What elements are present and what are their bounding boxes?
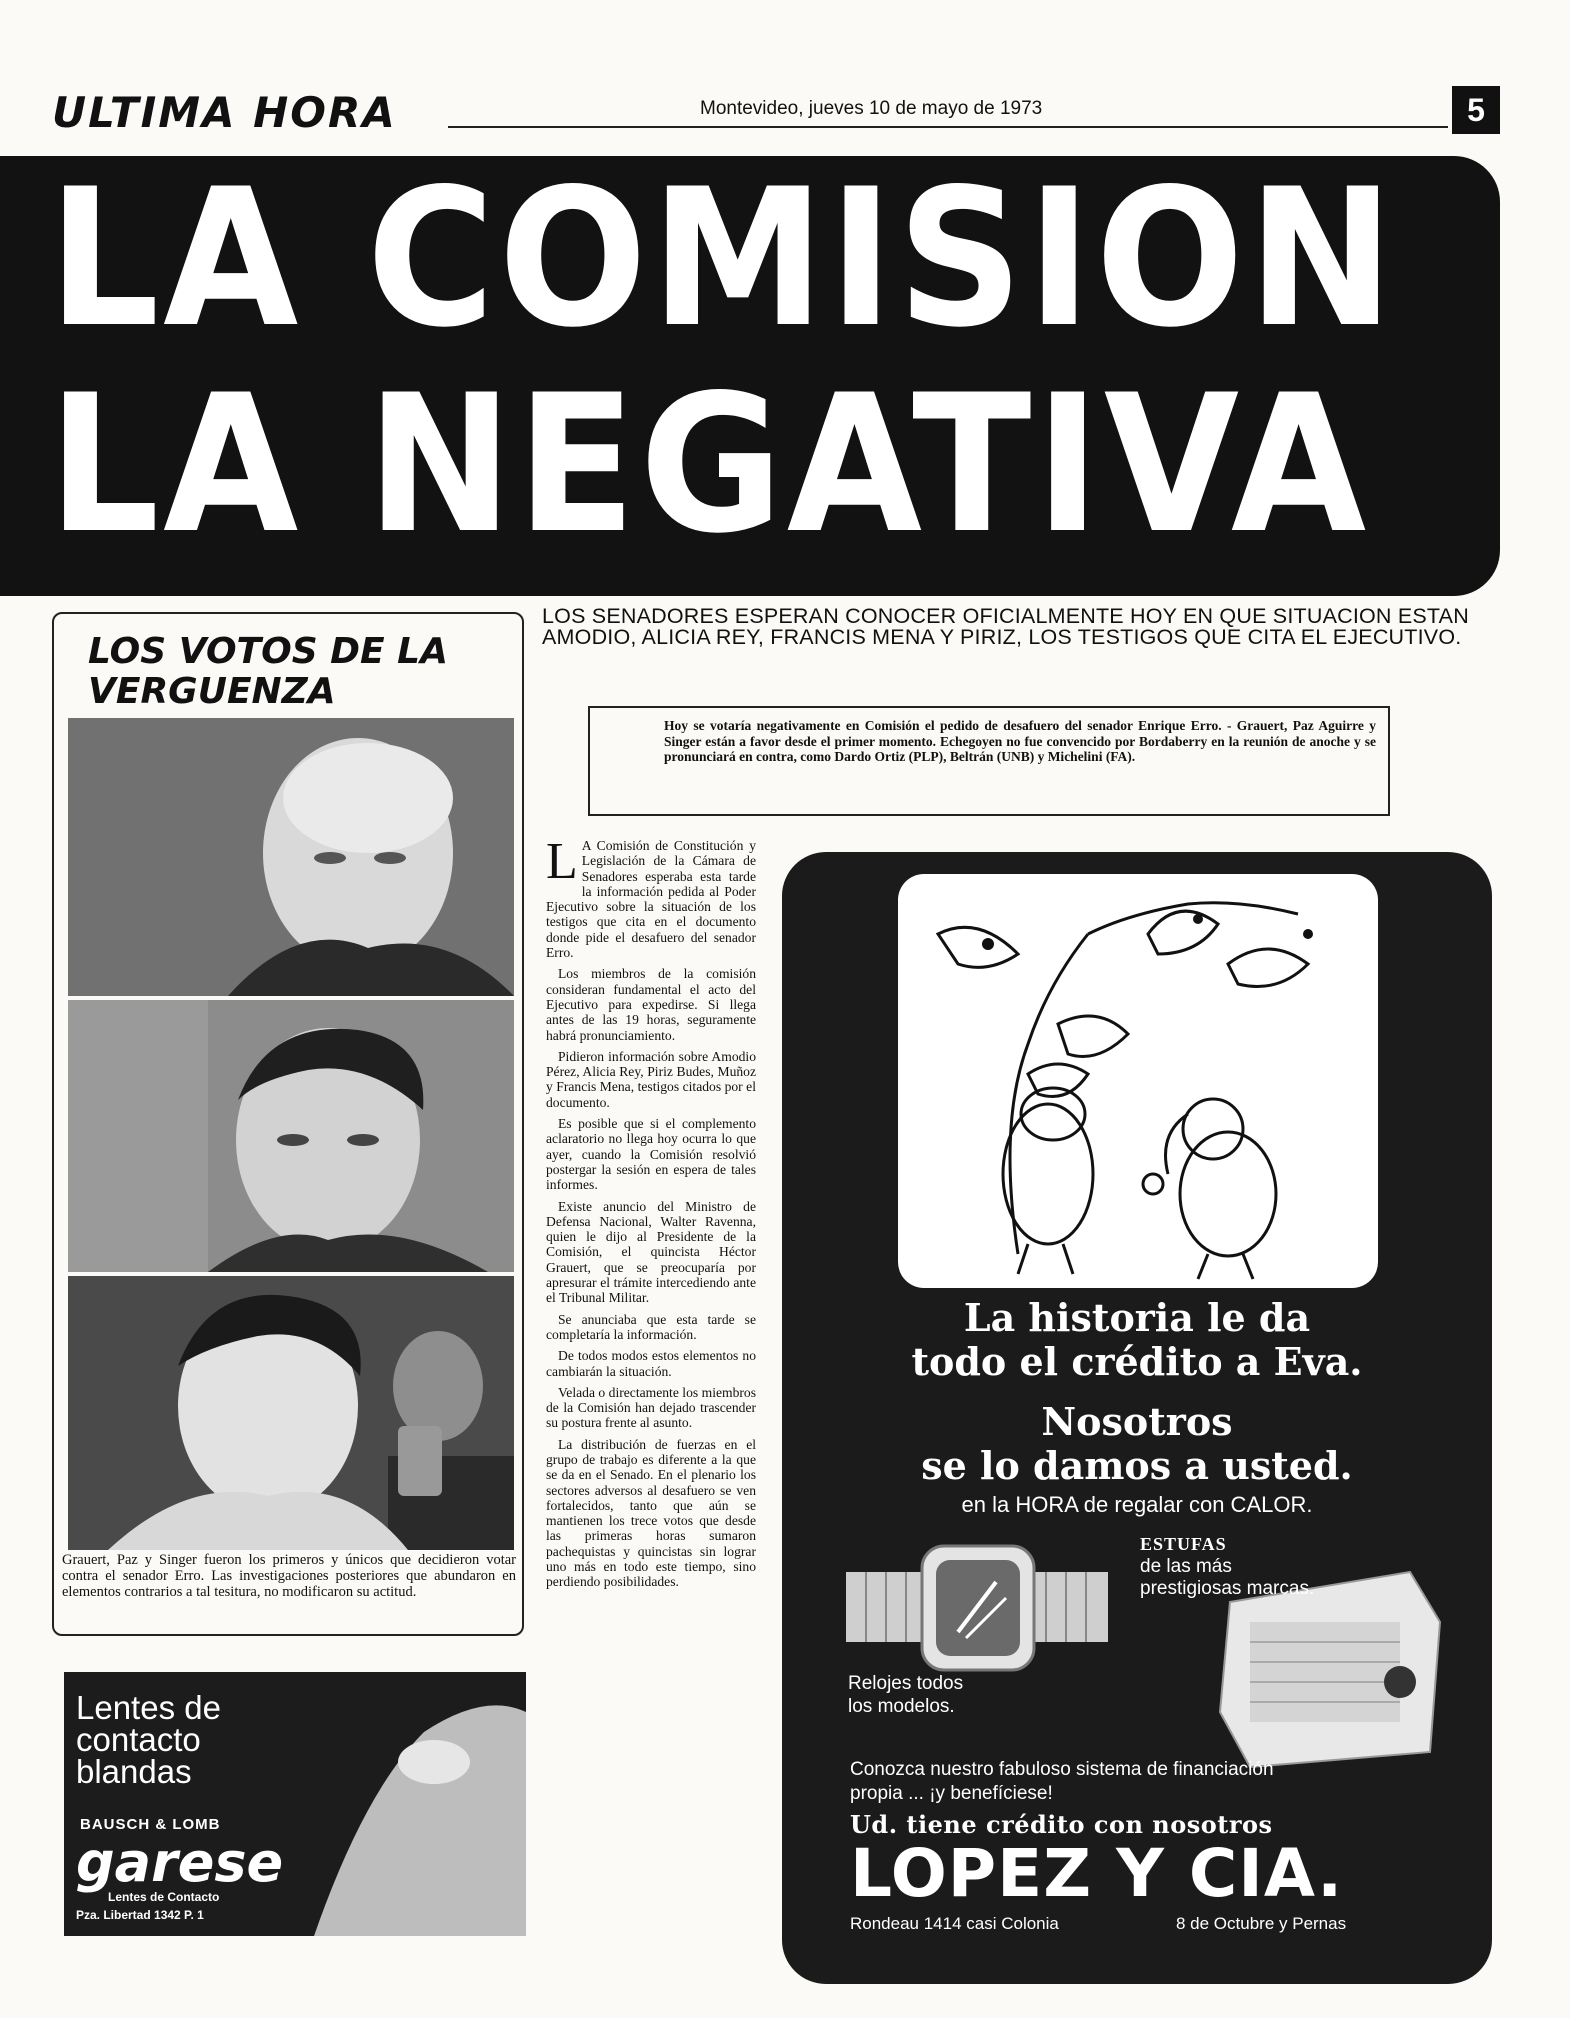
ad-line-2: todo el crédito a Eva. <box>911 1339 1363 1384</box>
store-address-1: Rondeau 1414 casi Colonia <box>850 1914 1059 1933</box>
masthead-logo-text: ULTIMA HORA <box>52 88 397 137</box>
estufas-label: ESTUFAS <box>1140 1534 1227 1554</box>
credit-slogan: Ud. tiene crédito con nosotros <box>850 1810 1273 1839</box>
adam-eve-cartoon <box>898 874 1378 1288</box>
article-paragraph: Es posible que si el complemento aclaratorio no llega hoy ocurra lo que ayer, cuando la Comisión resolvió postergar la sesión en espera de tales informes. <box>546 1116 756 1193</box>
sidebar-title: LOS VOTOS DE LA VERGUENZA <box>88 631 448 712</box>
article-paragraph: Pidieron información sobre Amodio Pérez, Alicia Rey, Piriz Budes, Muñoz y Francis Mena, testigos citados por el documento. <box>546 1048 756 1110</box>
article-dropcap: L <box>546 833 578 890</box>
estufas-description: de las más prestigiosas marcas. <box>1140 1556 1315 1599</box>
ad-line-4: se lo damos a usted. <box>921 1443 1353 1488</box>
article-paragraph: Existe anuncio del Ministro de Defensa Nacional, Walter Ravenna, quien le dijo al Presidente de la Comisión, el quincista Héctor Grauert, que se preocuparía por apresurar el trámite intercediendo ante el Tribunal Militar. <box>546 1198 756 1306</box>
masthead-rule <box>448 126 1448 128</box>
article-paragraph: Velada o directamente los miembros de la Comisión han dejado trascender su postura frente al asunto. <box>546 1384 756 1431</box>
article-paragraph: La distribución de fuerzas en el grupo de trabajo es diferente a la que se da en el Senado. En el plenario los sectores adversos al desafuero se ven fortalecidos, tanto que aún se mantienen los trece votos que desde las primeras horas sumaron pachequistas y quincistas sin lograr uno más en todo este tiempo, sino perdiendo posibilidades. <box>546 1436 756 1590</box>
lentes-subtitle: Lentes de Contacto <box>108 1890 220 1904</box>
relojes-text: Relojes todos los modelos. <box>848 1673 964 1717</box>
lede: LOS SENADORES ESPERAN CONOCER OFICIALMENTE HOY EN QUE SITUACION ESTAN AMODIO, ALICIA REY, FRANCIS MENA Y PIRIZ, LOS TESTIGOS QUE CITA EL EJECUTIVO. <box>542 604 1469 649</box>
lopez-brand: LOPEZ Y CIA. <box>850 1835 1344 1912</box>
dateline: Montevideo, jueves 10 de mayo de 1973 <box>700 98 1043 119</box>
store-address-2: 8 de Octubre y Pernas <box>1176 1914 1347 1933</box>
ad-line-1: La historia le da <box>963 1295 1311 1340</box>
lentes-title: Lentes de contacto blandas <box>76 1689 221 1790</box>
photo-senator-2 <box>68 1000 514 1272</box>
article-paragraph: Se anunciaba que esta tarde se completaría la información. <box>546 1311 756 1342</box>
summary-text: Hoy se votaría negativamente en Comisión el pedido de desafuero del senador Enrique Erro. - Grauert, Paz Aguirre y Singer están a favor desde el primer momento. Echegoyen no fue convencido por Bordaberry en la reunión de anoche y se pronunciará en contra, como Dardo Ortiz (PLP), Beltrán (UNB) y Michelini (FA). <box>664 718 1376 764</box>
article-paragraph: Los miembros de la comisión consideran fundamental el acto del Ejecutivo para expedirse. Si llega antes de las 19 horas, seguramente habrá pronunciamiento. <box>546 966 756 1043</box>
lentes-brand: BAUSCH & LOMB <box>80 1816 221 1833</box>
headline-line-1: LA COMISION <box>48 148 1398 369</box>
masthead-logo <box>52 88 444 138</box>
ad-tagline: en la HORA de regalar con CALOR. <box>961 1492 1313 1517</box>
article-paragraph: L A Comisión de Constitución y Legislación de la Cámara de Senadores esperaba esta tarde la información pedida al Poder Ejecutivo sobre la situación de los testigos que cita en el documento donde pide el desafuero del senador Erro. <box>546 833 756 961</box>
watch-image <box>846 1542 1108 1674</box>
headline-line-2: LA NEGATIVA <box>48 354 1370 575</box>
headline-banner <box>0 148 1500 596</box>
financing-text: Conozca nuestro fabuloso sistema de financiación propia ... ¡y benefíciese! <box>850 1759 1274 1804</box>
garese-logo: garese <box>76 1831 284 1894</box>
page-number: 5 <box>1452 86 1500 134</box>
photo-senator-3 <box>68 1276 514 1550</box>
article-paragraph: De todos modos estos elementos no cambiarán la situación. <box>546 1348 756 1379</box>
photo-senator-1 <box>68 718 514 996</box>
article-body <box>546 833 756 1596</box>
lentes-address: Pza. Libertad 1342 P. 1 <box>76 1908 204 1922</box>
photo-caption: Grauert, Paz y Singer fueron los primeros y únicos que decidieron votar contra el senador Erro. Las investigaciones posteriores que abundaron en elementos contrarios a tal tesitura, no modificaron su actitud. <box>62 1552 516 1600</box>
ad-line-3: Nosotros <box>1041 1399 1233 1444</box>
